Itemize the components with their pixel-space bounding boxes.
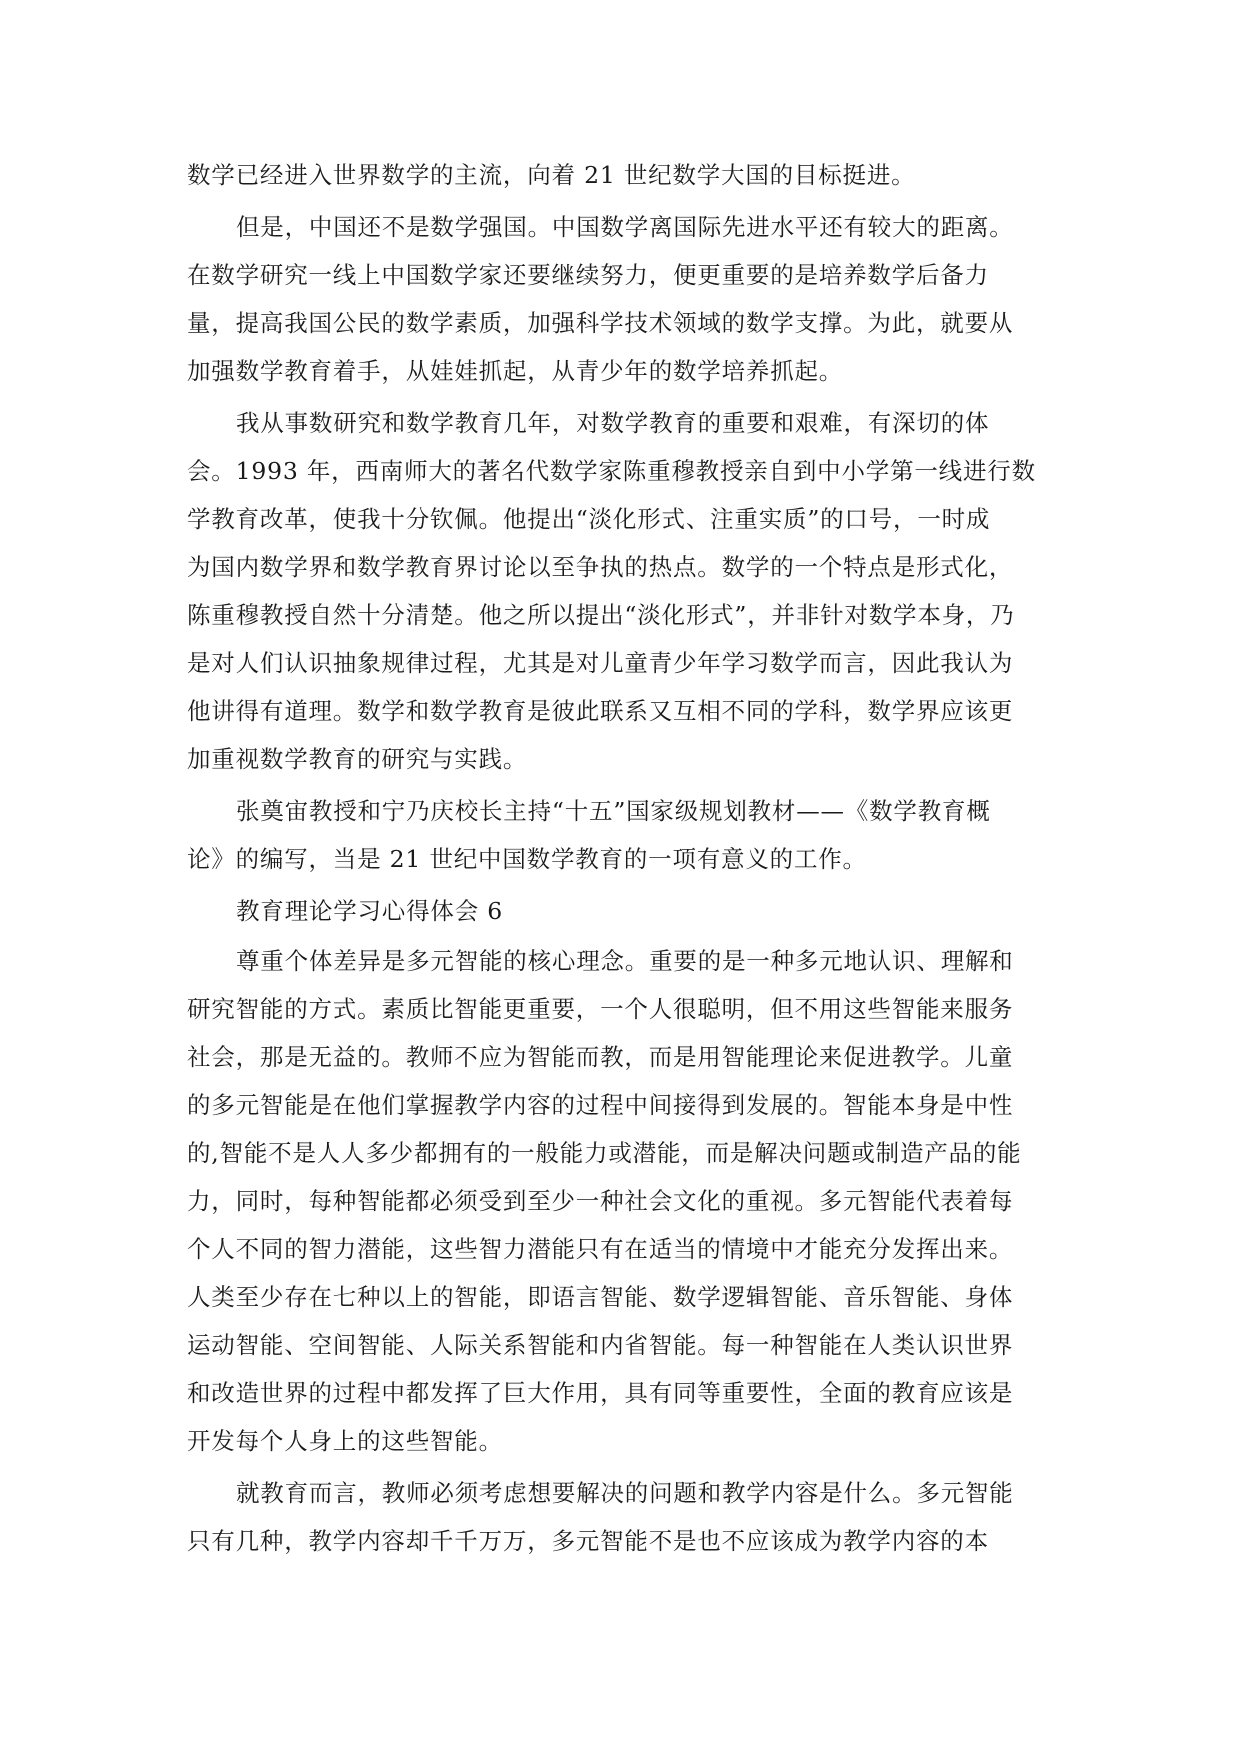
text-line: 加重视数学教育的研究与实践。 xyxy=(187,745,528,773)
text-line: 和改造世界的过程中都发挥了巨大作用，具有同等重要性，全面的教育应该是 xyxy=(187,1379,1014,1407)
text-line: 会。1993 年，西南师大的著名代数学家陈重穆教授亲自到中小学第一线进行数 xyxy=(187,457,1036,485)
text-line: 但是，中国还不是数学强国。中国数学离国际先进水平还有较大的距离。 xyxy=(236,213,1014,241)
text-line: 的多元智能是在他们掌握教学内容的过程中间接得到发展的。智能本身是中性 xyxy=(187,1091,1014,1119)
text-line: 只有几种，教学内容却千千万万，多元智能不是也不应该成为教学内容的本 xyxy=(187,1527,989,1555)
text-line: 个人不同的智力潜能，这些智力潜能只有在适当的情境中才能充分发挥出来。 xyxy=(187,1235,1014,1263)
text-line: 数学已经进入世界数学的主流，向着 21 世纪数学大国的目标挺进。 xyxy=(187,161,916,189)
text-line: 运动智能、空间智能、人际关系智能和内省智能。每一种智能在人类认识世界 xyxy=(187,1331,1014,1359)
section-heading: 教育理论学习心得体会 6 xyxy=(236,897,504,925)
text-line: 就教育而言，教师必须考虑想要解决的问题和教学内容是什么。多元智能 xyxy=(236,1479,1014,1507)
text-line: 在数学研究一线上中国数学家还要继续努力，便更重要的是培养数学后备力 xyxy=(187,261,989,289)
text-line: 我从事数研究和数学教育几年，对数学教育的重要和艰难，有深切的体 xyxy=(236,409,990,437)
text-line: 研究智能的方式。素质比智能更重要，一个人很聪明，但不用这些智能来服务 xyxy=(187,995,1014,1023)
text-line: 论》的编写，当是 21 世纪中国数学教育的一项有意义的工作。 xyxy=(187,845,867,873)
text-line: 学教育改革，使我十分钦佩。他提出“淡化形式、注重实质”的口号，一时成 xyxy=(187,505,991,533)
text-line: 尊重个体差异是多元智能的核心理念。重要的是一种多元地认识、理解和 xyxy=(236,947,1014,975)
text-line: 人类至少存在七种以上的智能，即语言智能、数学逻辑智能、音乐智能、身体 xyxy=(187,1283,1014,1311)
text-line: 他讲得有道理。数学和数学教育是彼此联系又互相不同的学科，数学界应该更 xyxy=(187,697,1014,725)
text-line: 是对人们认识抽象规律过程，尤其是对儿童青少年学习数学而言，因此我认为 xyxy=(187,649,1014,677)
text-line: 加强数学教育着手，从娃娃抓起，从青少年的数学培养抓起。 xyxy=(187,357,844,385)
text-line: 张奠宙教授和宁乃庆校长主持“十五”国家级规划教材——《数学教育概 xyxy=(236,797,991,825)
text-line: 为国内数学界和数学教育界讨论以至争执的热点。数学的一个特点是形式化， xyxy=(187,553,1014,581)
text-line: 陈重穆教授自然十分清楚。他之所以提出“淡化形式”，并非针对数学本身，乃 xyxy=(187,601,1015,629)
text-line: 的,智能不是人人多少都拥有的一般能力或潜能，而是解决问题或制造产品的能 xyxy=(187,1139,1022,1167)
text-line: 力，同时，每种智能都必须受到至少一种社会文化的重视。多元智能代表着每 xyxy=(187,1187,1014,1215)
text-line: 社会，那是无益的。教师不应为智能而教，而是用智能理论来促进教学。儿童 xyxy=(187,1043,1014,1071)
text-line: 开发每个人身上的这些智能。 xyxy=(187,1427,503,1455)
text-line: 量，提高我国公民的数学素质，加强科学技术领域的数学支撑。为此，就要从 xyxy=(187,309,1014,337)
